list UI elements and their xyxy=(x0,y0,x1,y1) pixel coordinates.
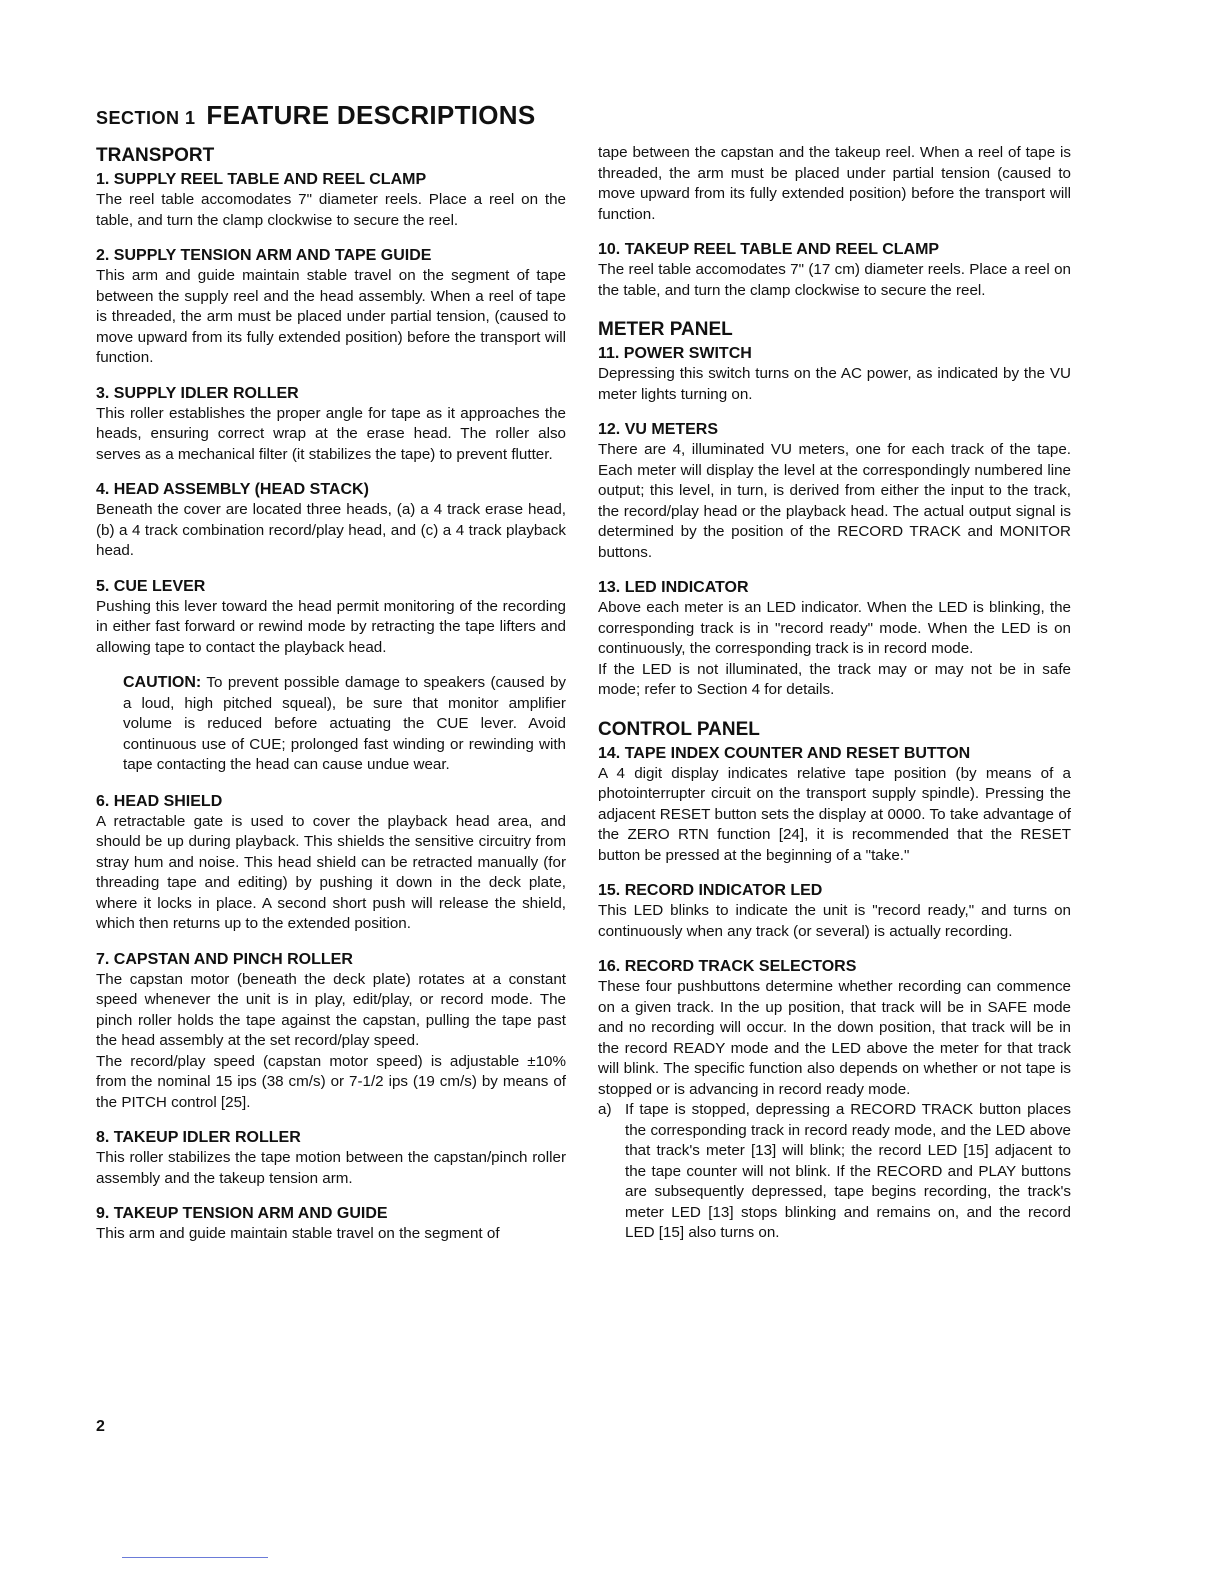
feature-item-11 xyxy=(598,344,1071,405)
feature-item-7 xyxy=(96,950,566,1114)
feature-item-15 xyxy=(598,881,1071,942)
feature-title: 8. TAKEUP IDLER ROLLER xyxy=(96,1129,301,1146)
feature-body: The capstan motor (beneath the deck plate) rotates at a constant speed whenever the unit is in play, edit/play, or record mode. The pinch roller holds the tape against the capstan, pulling the tape past the head assembly at the set record/play speed. xyxy=(96,970,566,1049)
sub-list xyxy=(598,1100,1071,1244)
feature-body: This roller stabilizes the tape motion between the capstan/pinch roller assembly and the takeup tension arm. xyxy=(96,1149,566,1187)
list-item-text: If tape is stopped, depressing a RECORD TRACK button places the corresponding track in record ready mode, and the LED above that track's meter [13] will blink; the record LED [15] adjacent to the tape counter will not blink. If the RECORD and PLAY buttons are subsequently depressed, tape begins recording, the track's meter LED [13] stops blinking and remains on, and the record LED [15] also turns on. xyxy=(625,1101,1071,1241)
feature-body: The reel table accomodates 7" (17 cm) diameter reels. Place a reel on the table, and turn the clamp clockwise to secure the reel. xyxy=(598,261,1071,299)
feature-item-10 xyxy=(598,240,1071,301)
feature-item-3 xyxy=(96,384,566,466)
feature-title: 14. TAPE INDEX COUNTER AND RESET BUTTON xyxy=(598,744,971,762)
feature-title: 15. RECORD INDICATOR LED xyxy=(598,882,823,899)
feature-title: 9. TAKEUP TENSION ARM AND GUIDE xyxy=(96,1205,388,1222)
feature-item-8 xyxy=(96,1128,566,1189)
section-label: SECTION 1 xyxy=(96,108,196,128)
feature-item-13 xyxy=(598,578,1071,701)
caution-text: To prevent possible damage to speakers (caused by a loud, high pitched squeal), be sure that monitor amplifier volume is reduced before actuating the CUE lever. Avoid continuous use of CUE; prolonged fast winding or rewinding with tape contacting the head can cause undue wear. xyxy=(123,674,566,773)
feature-body: A 4 digit display indicates relative tape position (by means of a photointerrupter circuit on the transport supply spindle). Pressing the adjacent RESET button sets the display at 0000. To take advantage of the ZERO RTN function [24], it is recommended that the RESET button be pressed at the beginning of a "take." xyxy=(598,764,1071,864)
feature-item-5 xyxy=(96,577,566,659)
feature-title: 1. SUPPLY REEL TABLE AND REEL CLAMP xyxy=(96,171,427,188)
feature-title: 13. LED INDICATOR xyxy=(598,579,749,596)
feature-item-4 xyxy=(96,480,566,562)
feature-body: Depressing this switch turns on the AC power, as indicated by the VU meter lights turning on. xyxy=(598,365,1071,403)
feature-body: These four pushbuttons determine whether recording can commence on a given track. In the up position, that track will be in SAFE mode and no recording will occur. In the down position, that track will be in the record READY mode and the LED above the meter for that track will blink. The specific function also depends on whether or not tape is stopped or is advancing in record ready mode. xyxy=(598,978,1071,1098)
feature-item-9 xyxy=(96,1204,566,1245)
feature-title: 6. HEAD SHIELD xyxy=(96,792,223,810)
feature-body: tape between the capstan and the takeup reel. When a reel of tape is threaded, the arm must be placed under partial tension (caused to move upward from its fully extended position) before the transport will function. xyxy=(598,144,1071,223)
feature-body: This LED blinks to indicate the unit is "record ready," and turns on continuously when any track (or several) is actually recording. xyxy=(598,902,1071,940)
feature-item-12 xyxy=(598,420,1071,563)
feature-body: Beneath the cover are located three heads, (a) a 4 track erase head, (b) a 4 track combination record/play head, and (c) a 4 track playback head. xyxy=(96,501,566,559)
feature-item-16 xyxy=(598,957,1071,1244)
transport-heading: TRANSPORT xyxy=(96,145,215,166)
page-number: 2 xyxy=(96,1418,105,1435)
feature-title: 5. CUE LEVER xyxy=(96,577,206,595)
feature-title: 2. SUPPLY TENSION ARM AND TAPE GUIDE xyxy=(96,247,432,264)
feature-item-2 xyxy=(96,246,566,369)
feature-title: 12. VU METERS xyxy=(598,421,719,438)
feature-title: 3. SUPPLY IDLER ROLLER xyxy=(96,384,299,402)
feature-body: This arm and guide maintain stable travel on the segment of xyxy=(96,1225,500,1242)
feature-body-continued: The record/play speed (capstan motor speed) is adjustable ±10% from the nominal 15 ips (38 cm/s) or 7-1/2 ips (19 cm/s) by means of the PITCH control [25]. xyxy=(96,1052,566,1111)
control-panel-heading: CONTROL PANEL xyxy=(598,718,760,740)
feature-title: 16. RECORD TRACK SELECTORS xyxy=(598,958,857,975)
feature-item-6 xyxy=(96,792,566,935)
feature-title: 11. POWER SWITCH xyxy=(598,345,752,362)
footer-rule xyxy=(122,1557,268,1558)
section-title: FEATURE DESCRIPTIONS xyxy=(206,100,536,130)
feature-body: This roller establishes the proper angle for tape as it approaches the heads, ensuring correct wrap at the erase head. The roller also serves as a mechanical filter (it stabilizes the tape) to prevent flutter. xyxy=(96,404,566,463)
feature-item-1 xyxy=(96,170,566,231)
feature-body: The reel table accomodates 7" diameter reels. Place a reel on the table, and turn the clamp clockwise to secure the reel. xyxy=(96,191,566,229)
feature-body: This arm and guide maintain stable travel on the segment of tape between the supply reel and the head assembly. When a reel of tape is threaded, the arm must be placed under partial tension, (caused to move upward from its fully extended position) before the transport will function. xyxy=(96,267,566,366)
feature-title: 4. HEAD ASSEMBLY (HEAD STACK) xyxy=(96,481,369,498)
right-column xyxy=(598,143,1071,1259)
page-header xyxy=(96,95,536,132)
feature-item-14 xyxy=(598,744,1071,867)
feature-body: A retractable gate is used to cover the playback head area, and should be up during playback. This shields the sensitive circuitry from stray hum and noise. This head shield can be retracted manually (for threading tape and editing) by pushing it down in the deck plate, where it locks in place. A second short push will release the shield, which then returns up to the extended position. xyxy=(96,812,566,932)
list-item xyxy=(598,1100,1071,1244)
caution-note xyxy=(123,673,566,776)
feature-title: 10. TAKEUP REEL TABLE AND REEL CLAMP xyxy=(598,241,940,258)
meter-panel-heading: METER PANEL xyxy=(598,319,733,340)
feature-body-continued: If the LED is not illuminated, the track may or may not be in safe mode; refer to Section 4 for details. xyxy=(598,660,1071,698)
feature-body: Above each meter is an LED indicator. When the LED is blinking, the corresponding track is in "record ready" mode. When the LED is on continuously, the corresponding track is in record mode. xyxy=(598,599,1071,657)
left-column xyxy=(96,145,566,1260)
feature-body: Pushing this lever toward the head permit monitoring of the recording in either fast forward or rewind mode by retracting the tape lifters and allowing tape to contact the playback head. xyxy=(96,597,566,656)
feature-body: There are 4, illuminated VU meters, one for each track of the tape. Each meter will display the level at the correspondingly numbered line output; this level, in turn, is derived from either the input to the track, the record/play head or the playback head. The actual output signal is determined by the position of the RECORD TRACK and MONITOR buttons. xyxy=(598,441,1071,561)
list-marker: a) xyxy=(598,1101,612,1118)
feature-title: 7. CAPSTAN AND PINCH ROLLER xyxy=(96,950,353,968)
caution-label: CAUTION: xyxy=(123,674,202,691)
feature-item-9-continued xyxy=(598,143,1071,225)
